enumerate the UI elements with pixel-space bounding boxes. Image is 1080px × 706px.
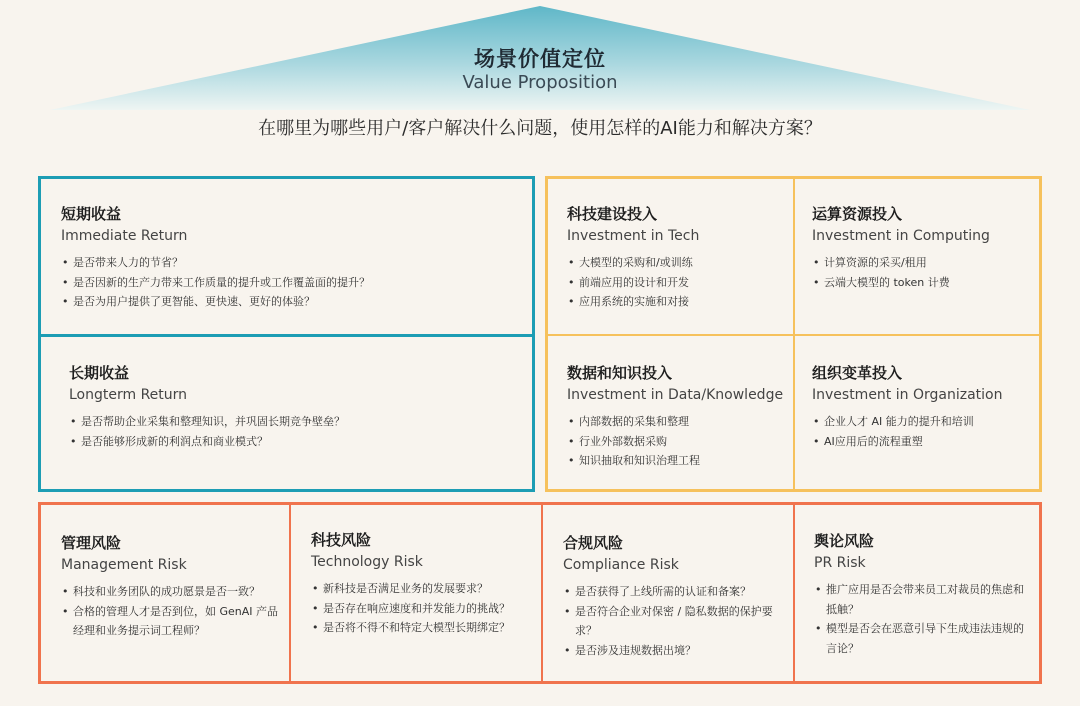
bullet-item: • 应用系统的实施和对接 — [567, 292, 787, 312]
block-title: 科技建设投入 — [567, 205, 658, 223]
bullet-item: • 是否存在响应速度和并发能力的挑战？ — [311, 599, 535, 619]
bullet-list — [311, 579, 535, 638]
page-title: 场景价值定位 — [474, 47, 606, 71]
data-knowledge-investment-block — [567, 362, 792, 471]
bullet-item: • 新科技是否满足业务的发展要求？ — [311, 579, 535, 599]
bullet-item: • 推广应用是否会带来员工对裁员的焦虑和抵触？ — [814, 580, 1034, 619]
block-subtitle: Management Risk — [61, 557, 187, 573]
guiding-question: 在哪里为哪些用户/客户解决什么问题，使用怎样的AI能力和解决方案？ — [258, 118, 822, 139]
bullet-list — [567, 253, 787, 312]
longterm-return-block — [69, 362, 519, 451]
bullet-item: • 是否带来人力的节省？ — [61, 253, 521, 273]
bullet-list — [812, 253, 1034, 292]
computing-investment-block — [812, 203, 1034, 292]
bullet-item: • 合格的管理人才是否到位，如 GenAI 产品经理和业务提示词工程师？ — [61, 602, 283, 641]
bullet-list — [567, 412, 792, 471]
block-title: 数据和知识投入 — [567, 364, 673, 382]
block-title: 管理风险 — [61, 534, 122, 552]
tech-investment-block — [567, 203, 787, 312]
bullet-list — [69, 412, 519, 451]
bullet-item: • 云端大模型的 token 计费 — [812, 273, 1034, 293]
bullet-item: • 大模型的采购和/或训练 — [567, 253, 787, 273]
bullet-item: • 前端应用的设计和开发 — [567, 273, 787, 293]
bullet-list — [563, 582, 785, 660]
block-subtitle: Immediate Return — [61, 228, 188, 244]
block-title: 组织变革投入 — [812, 364, 903, 382]
block-subtitle: Investment in Organization — [812, 387, 1003, 403]
technology-risk-block — [311, 529, 535, 638]
block-subtitle: Technology Risk — [311, 554, 423, 570]
bullet-item: • 知识抽取和知识治理工程 — [567, 451, 792, 471]
bullet-item: • 是否获得了上线所需的认证和备案？ — [563, 582, 785, 602]
bullet-item: • 是否能够形成新的利润点和商业模式？ — [69, 432, 519, 452]
block-title: 合规风险 — [563, 534, 624, 552]
block-subtitle: Longterm Return — [69, 387, 188, 403]
returns-panel — [38, 176, 535, 492]
bullet-list — [61, 253, 521, 312]
organization-investment-block — [812, 362, 1034, 451]
bullet-item: • 是否帮助企业采集和整理知识，并巩固长期竞争壁垒？ — [69, 412, 519, 432]
bullet-item: • 是否符合企业对保密 / 隐私数据的保护要求？ — [563, 602, 785, 641]
investment-horizontal-divider — [548, 334, 1039, 336]
investment-panel — [545, 176, 1042, 492]
bullet-item: • AI应用后的流程重塑 — [812, 432, 1034, 452]
immediate-return-block — [61, 203, 521, 312]
compliance-risk-block — [563, 532, 785, 660]
bullet-item: • 是否为用户提供了更智能、更快速、更好的体验？ — [61, 292, 521, 312]
bullet-item: • 是否涉及违规数据出境？ — [563, 641, 785, 661]
management-risk-block — [61, 532, 283, 641]
block-title: 短期收益 — [61, 205, 122, 223]
bullet-item: • 科技和业务团队的成功愿景是否一致？ — [61, 582, 283, 602]
block-title: 长期收益 — [69, 364, 130, 382]
bullet-item: • 模型是否会在恶意引导下生成违法违规的言论？ — [814, 619, 1034, 658]
block-subtitle: Compliance Risk — [563, 557, 679, 573]
pr-risk-block — [814, 530, 1034, 658]
page-subtitle: Value Proposition — [462, 72, 618, 93]
risk-divider-2 — [541, 505, 543, 681]
block-subtitle: Investment in Data/Knowledge — [567, 387, 784, 403]
block-subtitle: Investment in Tech — [567, 228, 700, 244]
risk-divider-3 — [793, 505, 795, 681]
bullet-list — [812, 412, 1034, 451]
bullet-list — [814, 580, 1034, 658]
bullet-item: • 计算资源的采买/租用 — [812, 253, 1034, 273]
bullet-list — [61, 582, 283, 641]
block-subtitle: PR Risk — [814, 555, 866, 571]
bullet-item: • 是否因新的生产力带来工作质量的提升或工作覆盖面的提升？ — [61, 273, 521, 293]
bullet-item: • 是否将不得不和特定大模型长期绑定？ — [311, 618, 535, 638]
block-subtitle: Investment in Computing — [812, 228, 990, 244]
bullet-item: • 行业外部数据采购 — [567, 432, 792, 452]
risk-divider-1 — [289, 505, 291, 681]
block-title: 科技风险 — [311, 531, 372, 549]
block-title: 运算资源投入 — [812, 205, 903, 223]
returns-divider — [41, 334, 532, 337]
block-title: 舆论风险 — [814, 532, 875, 550]
bullet-item: • 内部数据的采集和整理 — [567, 412, 792, 432]
bullet-item: • 企业人才 AI 能力的提升和培训 — [812, 412, 1034, 432]
risk-panel — [38, 502, 1042, 684]
